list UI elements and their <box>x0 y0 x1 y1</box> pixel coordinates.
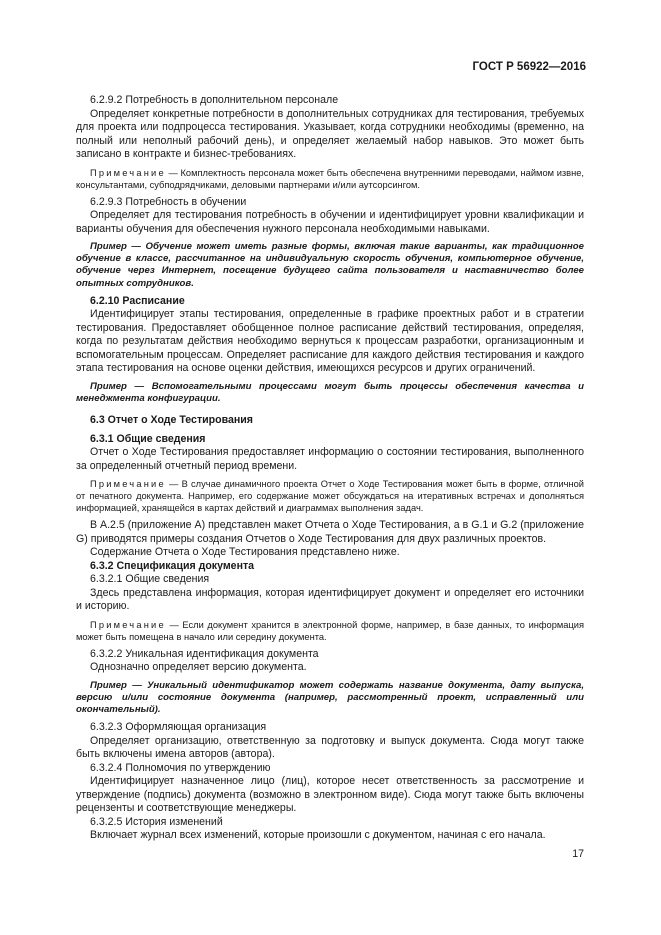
note-staffing <box>76 167 584 191</box>
section-6-3-1-heading: 6.3.1 Общие сведения <box>90 432 206 445</box>
section-6-3-1-paragraph-3: Содержание Отчета о Ходе Тестирования представлено ниже. <box>90 546 400 559</box>
section-6-2-9-3-heading: 6.2.9.3 Потребность в обучении <box>90 195 247 208</box>
page-number: 17 <box>572 848 584 860</box>
example-training: Пример — Обучение может иметь разные формы, включая такие варианты, как традиционное обучение в классе, рассчитанное на индивидуальную скорость обучения, компьютерное обучение, обучение через Интернет, посещение будущего сайта пользователя и наставничество более опытных сотрудников. <box>76 241 584 289</box>
example-support-processes: Пример — Вспомогательными процессами могут быть процессы обеспечения качества и менеджмента конфигурации. <box>76 380 584 405</box>
section-6-2-10-heading: 6.2.10 Расписание <box>90 294 185 307</box>
note-text: — Если документ хранится в электронной форме, например, в базе данных, то информация может быть помещена в начало или середину документа. <box>76 619 584 642</box>
note-label: Примечание <box>90 479 166 490</box>
section-6-3-2-2-paragraph: Однозначно определяет версию документа. <box>90 661 307 674</box>
section-6-3-2-heading: 6.3.2 Спецификация документа <box>90 559 255 572</box>
section-6-2-9-2-heading: 6.2.9.2 Потребность в дополнительном персонале <box>90 94 339 106</box>
section-6-3-heading: 6.3 Отчет о Ходе Тестирования <box>90 414 253 427</box>
note-text: — В случае динамичного проекта Отчет о Ходе Тестирования может быть в форме, отличной от печатного документа. Например, его содержание может обсуждаться на итеративных встречах и дополняться информацией, хранящейся в картах действий и диаграммах выполнения задач. <box>76 479 584 514</box>
note-electronic-form <box>76 619 584 643</box>
section-6-3-2-3-heading: 6.3.2.3 Оформляющая организация <box>90 721 267 734</box>
section-6-2-9-3-paragraph: Определяет для тестирования потребность в обучении и идентифицирует уровни квалификации и варианты обучения для обеспечения нужного персонала необходимыми навыками. <box>76 209 584 235</box>
section-6-3-1-paragraph: Отчет о Ходе Тестирования предоставляет информацию о состоянии тестирования, выполненного за определенный отчетный период времени. <box>76 446 584 472</box>
note-dynamic-project <box>76 478 584 514</box>
section-6-3-2-1-heading: 6.3.2.1 Общие сведения <box>90 573 210 586</box>
section-6-3-2-3-paragraph: Определяет организацию, ответственную за подготовку и выпуск документа. Сюда могут также быть включены имена авторов (автора). <box>76 734 584 761</box>
section-6-3-2-5-paragraph: Включает журнал всех изменений, которые произошли с документом, начиная с его начала. <box>90 829 546 842</box>
section-6-2-9-2-paragraph: Определяет конкретные потребности в дополнительных сотрудниках для тестирования, требуемых для проекта или подпроцесса тестирования. Указывает, когда сотрудники необходимы (временно, на полный или неполный рабочий день), и определяет желаемый набор навыков. Это может быть записано в контракте и бизнес-требованиях. <box>76 107 584 160</box>
section-6-3-2-4-heading: 6.3.2.4 Полномочия по утверждению <box>90 761 271 774</box>
section-6-2-10-paragraph: Идентифицирует этапы тестирования, определенные в графике проектных работ и в стратегии тестирования. Предоставляет обобщенное полное расписание действий тестирования, определяя, когда по результатам действия необходимо вернуться к процессам разработки, организационным и вспомогательным процессам. Определяет расписание для каждого действия тестирования и каждого этапа тестирования на основе оценки действия, имеющихся ресурсов и других ограничений. <box>76 308 584 375</box>
example-unique-id: Пример — Уникальный идентификатор может содержать название документа, дату выпуска, версию и/или состояние документа (например, рассмотренный проект, исправленный или окончательный). <box>76 679 584 716</box>
standard-header: ГОСТ Р 56922—2016 <box>472 61 586 73</box>
section-6-3-2-4-paragraph: Идентифицирует назначенное лицо (лиц), которое несет ответственность за рассмотрение и утверждение (подпись) документа (возможно в электронном виде). Сюда могут также быть включены рецензенты и соответствующие менеджеры. <box>76 775 584 815</box>
section-6-3-2-2-heading: 6.3.2.2 Уникальная идентификация документа <box>90 647 319 660</box>
note-text: — Комплектность персонала может быть обеспечена внутренними переводами, наймом извне, консультантами, субподрядчиками, деловыми партнерами и/или аутсорсингом. <box>76 167 584 190</box>
note-label: Примечание <box>90 619 166 630</box>
page-content <box>76 94 584 843</box>
section-6-3-2-5-heading: 6.3.2.5 История изменений <box>90 815 223 828</box>
note-label: Примечание <box>90 167 166 178</box>
section-6-3-2-1-paragraph: Здесь представлена информация, которая идентифицирует документ и определяет его источники и историю. <box>76 586 584 613</box>
section-6-3-1-paragraph-2: В А.2.5 (приложение А) представлен макет Отчета о Ходе Тестирования, а в G.1 и G.2 (приложение G) приводятся примеры создания Отчетов о Ходе Тестирования для двух различных проектов. <box>76 519 584 545</box>
